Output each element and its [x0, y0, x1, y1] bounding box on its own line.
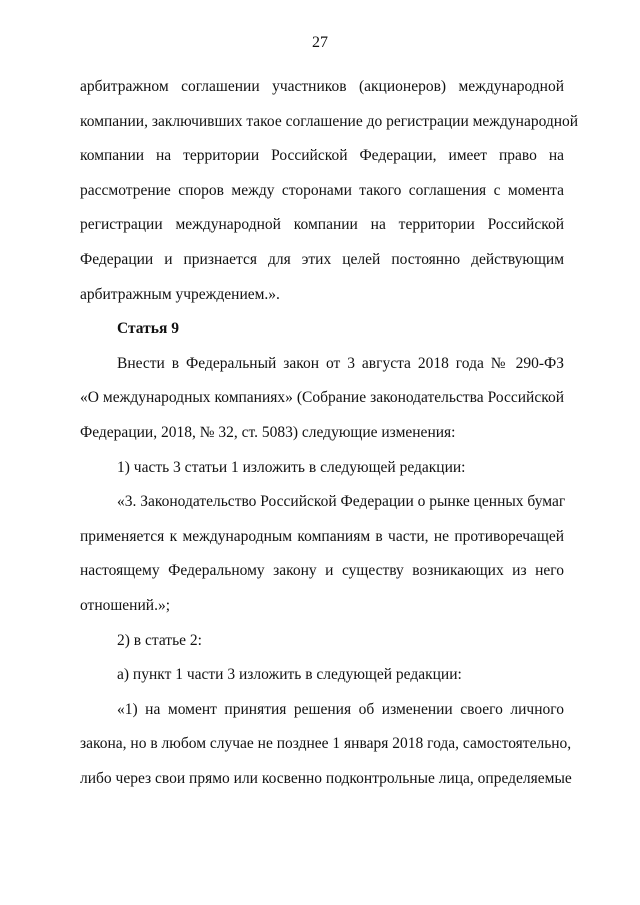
document-body — [80, 70, 579, 796]
text-line: арбитражным учреждением.». — [80, 285, 280, 303]
text-line: настоящему Федеральному закону и существу возникающих из него — [80, 562, 564, 580]
text-line: рассмотрение споров между сторонами такого соглашения с момента — [80, 181, 564, 199]
text-line: «О международных компаниях» (Собрание законодательства Российской — [80, 389, 564, 407]
text-line: регистрации международной компании на территории Российской — [80, 216, 564, 234]
text-line: Федерации, 2018, № 32, ст. 5083) следующие изменения: — [80, 423, 456, 441]
text-line: Внести в Федеральный закон от 3 августа 2018 года № 290-ФЗ — [117, 354, 564, 372]
page-number: 27 — [312, 34, 328, 51]
text-line: применяется к международным компаниям в части, не противоречащей — [80, 527, 564, 545]
text-line: 2) в статье 2: — [117, 631, 202, 649]
text-line: «3. Законодательство Российской Федерации о рынке ценных бумаг — [117, 493, 566, 511]
text-line: а) пункт 1 части 3 изложить в следующей редакции: — [117, 666, 462, 684]
text-line: компании на территории Российской Федерации, имеет право на — [80, 147, 564, 165]
text-line: отношений.»; — [80, 596, 170, 614]
text-line: арбитражном соглашении участников (акционеров) международной — [80, 78, 564, 95]
text-line: закона, но в любом случае не позднее 1 января 2018 года, самостоятельно, — [80, 735, 572, 753]
text-line: 1) часть 3 статьи 1 изложить в следующей редакции: — [117, 458, 466, 476]
text-line: либо через свои прямо или косвенно подконтрольные лица, определяемые — [80, 769, 572, 787]
article-heading: Статья 9 — [117, 320, 179, 338]
text-line: Федерации и признается для этих целей постоянно действующим — [80, 250, 564, 268]
text-line: «1) на момент принятия решения об изменении своего личного — [117, 700, 564, 718]
text-line: компании, заключивших такое соглашение до регистрации международной — [80, 112, 579, 130]
